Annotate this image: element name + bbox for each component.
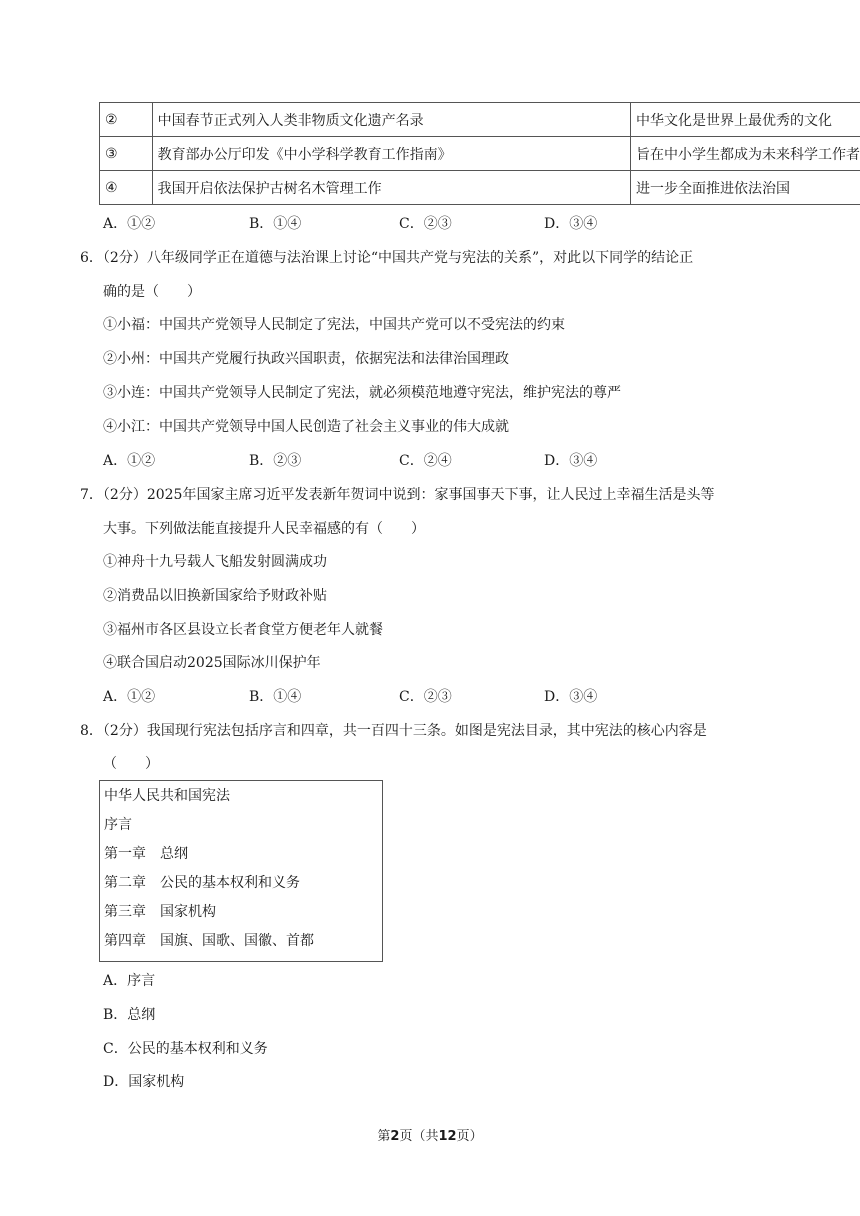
option-d[interactable]: D．③④ xyxy=(544,689,598,705)
table-row xyxy=(100,137,860,171)
toc-item: 第二章 公民的基本权利和义务 xyxy=(104,875,300,891)
option-b[interactable]: B．②③ xyxy=(249,453,302,469)
q7-stem-line1: 7．（2分）2025年国家主席习近平发表新年贺词中说到：家事国事天下事，让人民过上幸福生活是头等 xyxy=(80,487,715,503)
row-event: 教育部办公厅印发《中小学科学教育工作指南》 xyxy=(152,137,630,171)
toc-item: 第四章 国旗、国歌、国徽、首都 xyxy=(104,933,314,949)
table-row xyxy=(100,103,860,137)
q5-table xyxy=(99,102,860,205)
option-c[interactable]: C．②③ xyxy=(399,216,452,232)
q7-item-4: ④联合国启动2025国际冰川保护年 xyxy=(103,655,321,671)
q6-item-4: ④小江：中国共产党领导中国人民创造了社会主义事业的伟大成就 xyxy=(103,419,509,435)
option-d[interactable]: D．③④ xyxy=(544,216,598,232)
q6-stem-line2: 确的是（ ） xyxy=(103,284,201,300)
q8-stem-line2: （ ） xyxy=(103,756,159,772)
option-b[interactable]: B．①④ xyxy=(249,216,302,232)
option-a[interactable]: A．①② xyxy=(103,689,156,705)
footer-middle: 页（共 xyxy=(399,1129,439,1144)
toc-item: 第一章 总纲 xyxy=(104,846,188,862)
row-event: 我国开启依法保护古树名木管理工作 xyxy=(152,171,630,205)
row-meaning: 中华文化是世界上最优秀的文化 xyxy=(630,103,860,137)
q7-item-2: ②消费品以旧换新国家给予财政补贴 xyxy=(103,588,327,604)
option-c[interactable]: C．②④ xyxy=(399,453,452,469)
row-number: ③ xyxy=(100,137,153,171)
footer-suffix: 页） xyxy=(456,1129,483,1144)
option-d[interactable]: D．③④ xyxy=(544,453,598,469)
toc-item: 第三章 国家机构 xyxy=(104,904,216,920)
row-number: ② xyxy=(100,103,153,137)
q6-item-1: ①小福：中国共产党领导人民制定了宪法，中国共产党可以不受宪法的约束 xyxy=(103,317,565,333)
q6-stem-line1: 6．（2分）八年级同学正在道德与法治课上讨论“中国共产党与宪法的关系”，对此以下同学的结论正 xyxy=(80,250,694,266)
option-c[interactable]: C．②③ xyxy=(399,689,452,705)
row-event: 中国春节正式列入人类非物质文化遗产名录 xyxy=(152,103,630,137)
option-d[interactable]: D．国家机构 xyxy=(103,1074,185,1090)
page-number: 2 xyxy=(390,1129,400,1144)
toc-title: 中华人民共和国宪法 xyxy=(104,788,230,804)
q8-stem-line1: 8．（2分）我国现行宪法包括序言和四章，共一百四十三条。如图是宪法目录，其中宪法的核心内容是 xyxy=(80,723,707,739)
row-number: ④ xyxy=(100,171,153,205)
option-b[interactable]: B．①④ xyxy=(249,689,302,705)
row-meaning: 进一步全面推进依法治国 xyxy=(630,171,860,205)
constitution-toc-box xyxy=(99,780,383,962)
option-b[interactable]: B．总纲 xyxy=(103,1007,156,1023)
toc-item: 序言 xyxy=(104,817,132,833)
row-meaning: 旨在中小学生都成为未来科学工作者 xyxy=(630,137,860,171)
q7-item-3: ③福州市各区县设立长者食堂方便老年人就餐 xyxy=(103,622,383,638)
option-a[interactable]: A．①② xyxy=(103,216,156,232)
q6-item-3: ③小连：中国共产党领导人民制定了宪法，就必须模范地遵守宪法，维护宪法的尊严 xyxy=(103,385,621,401)
option-a[interactable]: A．①② xyxy=(103,453,156,469)
q7-item-1: ①神舟十九号载人飞船发射圆满成功 xyxy=(103,554,327,570)
page-total: 12 xyxy=(438,1129,457,1144)
option-a[interactable]: A．序言 xyxy=(103,973,156,989)
footer-prefix: 第 xyxy=(377,1129,391,1144)
q6-item-2: ②小州：中国共产党履行执政兴国职责，依据宪法和法律治国理政 xyxy=(103,351,509,367)
page-footer xyxy=(0,1125,860,1144)
q7-stem-line2: 大事。下列做法能直接提升人民幸福感的有（ ） xyxy=(103,521,425,537)
table-row xyxy=(100,171,860,205)
option-c[interactable]: C．公民的基本权利和义务 xyxy=(103,1041,268,1057)
